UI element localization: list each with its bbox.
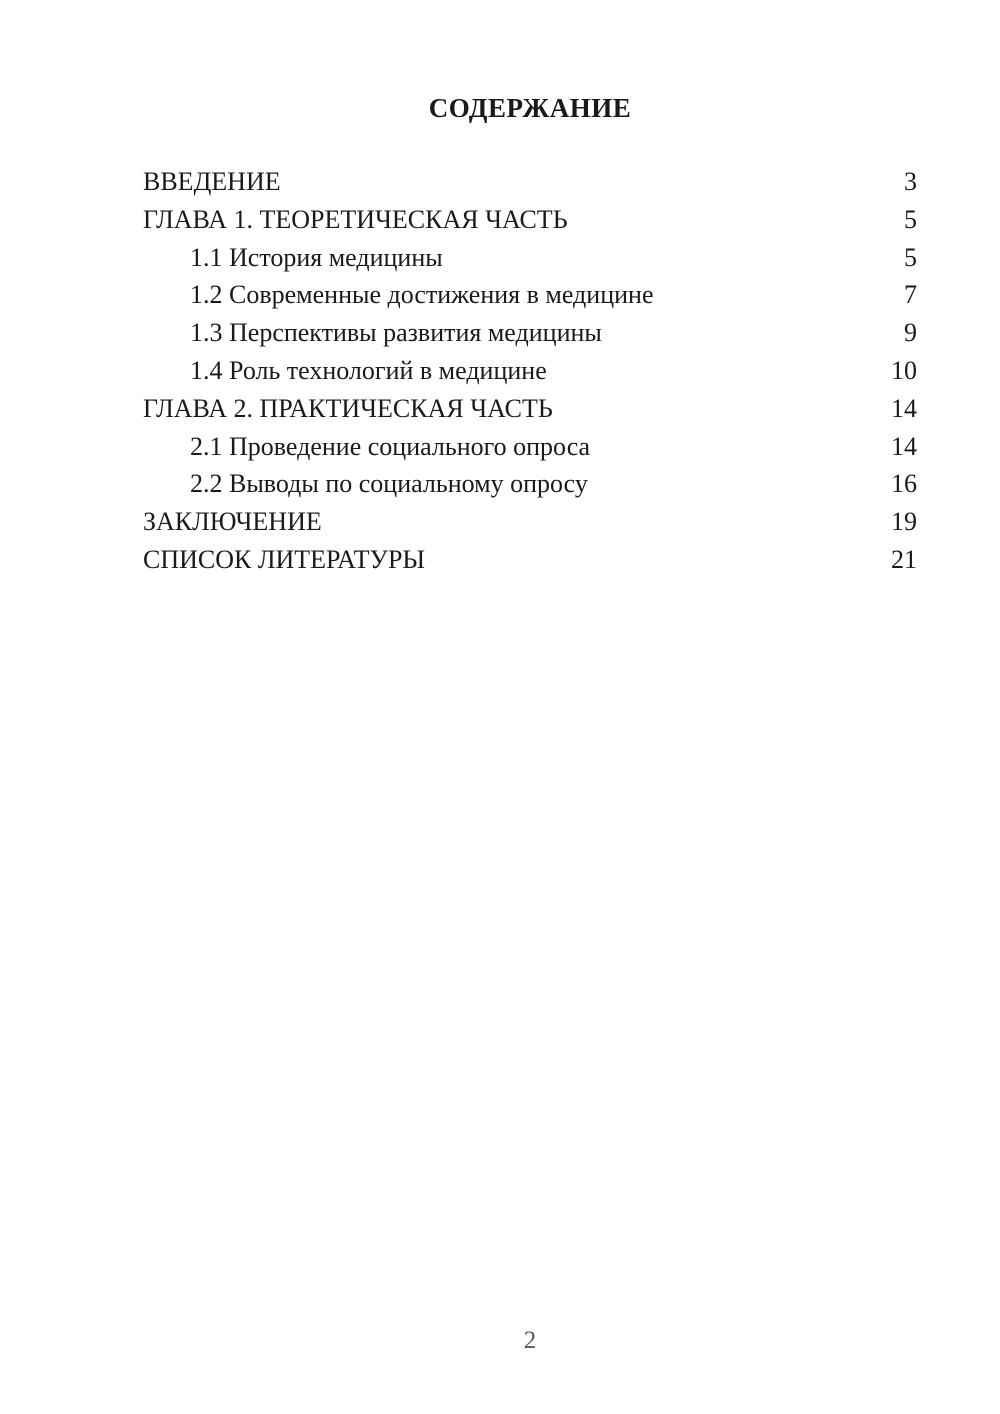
toc-entry <box>143 541 917 579</box>
toc-entry-label: 1.3 Перспективы развития медицины <box>190 318 602 348</box>
toc-entry-page-number: 16 <box>891 469 917 499</box>
toc-entry-label: 1.1 История медицины <box>190 242 443 272</box>
toc-entry <box>143 163 917 201</box>
toc-entry-label: 2.1 Проведение социального опроса <box>190 431 591 461</box>
toc-entry <box>143 503 917 541</box>
toc-entry-label: ЗАКЛЮЧЕНИЕ <box>143 507 322 537</box>
toc-entry <box>143 314 917 352</box>
toc-entry <box>143 465 917 503</box>
toc-entry-page-number: 21 <box>891 544 917 574</box>
toc-entry-page-number: 10 <box>891 355 917 385</box>
toc-entry-page-number: 19 <box>891 507 917 537</box>
footer-page-number: 2 <box>523 1327 537 1354</box>
toc-entry-page-number: 3 <box>904 167 917 196</box>
toc-entry-page-number: 5 <box>904 204 917 234</box>
toc-entry-label: 2.2 Выводы по социальному опросу <box>190 469 588 499</box>
toc-entry-label: ВВЕДЕНИЕ <box>143 167 281 196</box>
toc-entry <box>143 390 917 428</box>
toc-entry <box>143 428 917 466</box>
toc-entry-page-number: 14 <box>891 431 917 461</box>
toc-entry-label: 1.2 Современные достижения в медицине <box>190 280 654 310</box>
toc-entry-page-number: 14 <box>891 393 917 423</box>
toc-entry-label: ГЛАВА 2. ПРАКТИЧЕСКАЯ ЧАСТЬ <box>143 393 553 423</box>
toc-entry <box>143 352 917 390</box>
toc-entry-label: 1.4 Роль технологий в медицине <box>190 355 547 385</box>
toc-entry-page-number: 9 <box>904 318 917 348</box>
toc-entry-page-number: 5 <box>904 242 917 272</box>
toc-entry-label: ГЛАВА 1. ТЕОРЕТИЧЕСКАЯ ЧАСТЬ <box>143 204 568 234</box>
toc-entry-label: СПИСОК ЛИТЕРАТУРЫ <box>143 544 426 574</box>
toc-entry <box>143 276 917 314</box>
toc-entry <box>143 201 917 239</box>
page-title: СОДЕРЖАНИЕ <box>428 93 632 123</box>
toc-entry <box>143 239 917 277</box>
toc-entry-page-number: 7 <box>904 280 917 310</box>
table-of-contents <box>143 163 917 579</box>
